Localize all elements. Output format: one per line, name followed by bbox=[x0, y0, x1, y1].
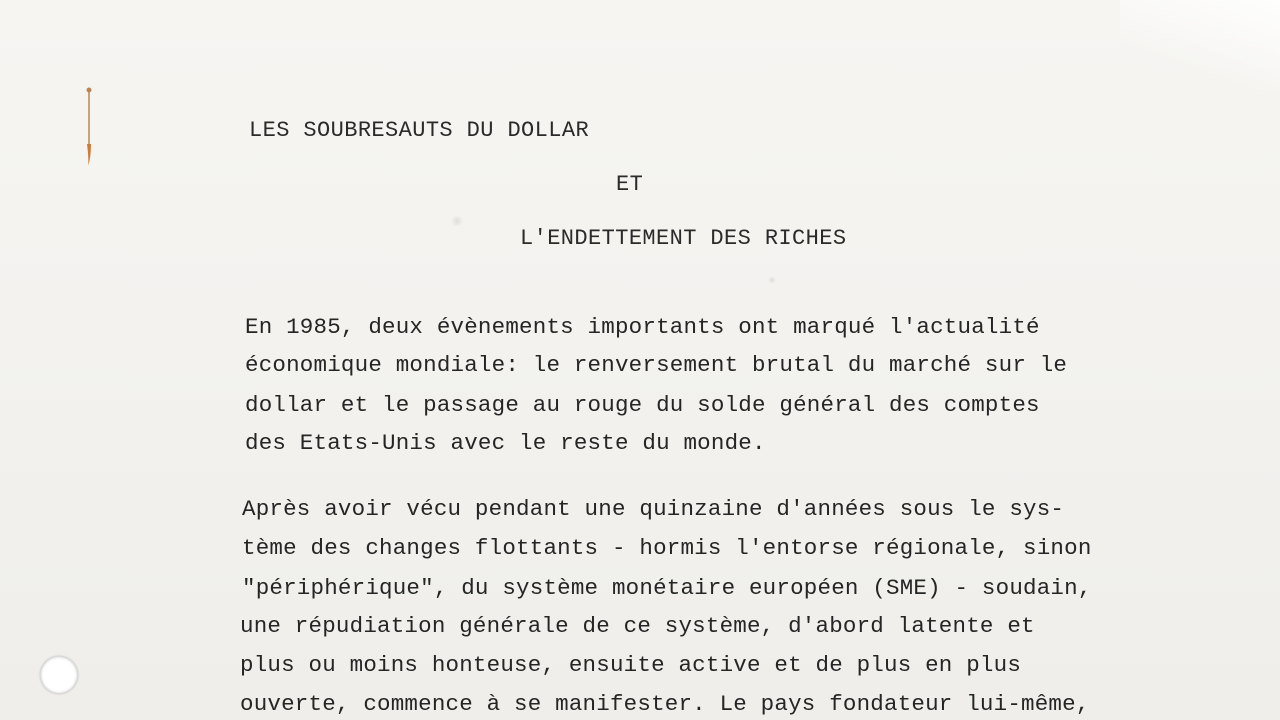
text-line: "périphérique", du système monétaire européen (SME) - soudain, bbox=[242, 575, 1092, 601]
text-line: une répudiation générale de ce système, d'abord latente et bbox=[240, 613, 1035, 639]
title-line-1: LES SOUBRESAUTS DU DOLLAR bbox=[249, 118, 590, 143]
paper-speck bbox=[768, 276, 776, 284]
title-line-2: ET bbox=[616, 172, 644, 197]
text-line: dollar et le passage au rouge du solde général des comptes bbox=[245, 392, 1040, 418]
text-line: des Etats-Unis avec le reste du monde. bbox=[245, 430, 766, 456]
punch-hole bbox=[40, 656, 78, 694]
text-line: ouverte, commence à se manifester. Le pays fondateur lui-même, bbox=[240, 691, 1090, 717]
text-line: tème des changes flottants - hormis l'entorse régionale, sinon bbox=[242, 535, 1092, 561]
title-line-3: L'ENDETTEMENT DES RICHES bbox=[520, 226, 847, 251]
text-line: plus ou moins honteuse, ensuite active et de plus en plus bbox=[240, 652, 1022, 678]
paper-corner-fold bbox=[1120, 0, 1280, 90]
paper-smudge bbox=[450, 216, 464, 226]
staple-rust-mark bbox=[84, 86, 94, 168]
text-line: En 1985, deux évènements importants ont marqué l'actualité bbox=[245, 314, 1040, 340]
text-line: économique mondiale: le renversement brutal du marché sur le bbox=[245, 352, 1068, 378]
text-line: Après avoir vécu pendant une quinzaine d'années sous le sys- bbox=[242, 496, 1065, 522]
